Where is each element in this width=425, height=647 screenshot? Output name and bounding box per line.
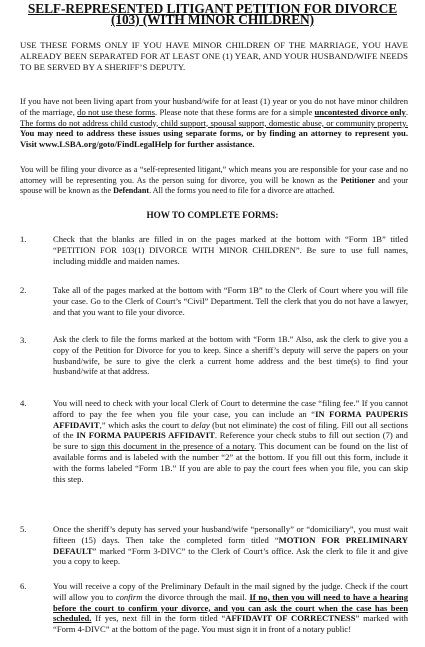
item-text: [53, 581, 408, 635]
eligibility-text: . Please note that these forms are for a simple: [155, 106, 315, 117]
item-number: 1.: [20, 234, 27, 244]
item-text-run: ,” which asks the court to: [99, 419, 192, 430]
defendant-term: Defendant: [113, 186, 150, 196]
item-text: Ask the clerk to file the forms marked at the bottom with “Form 1B.” Also, ask the clerk to give you a copy of the Petition for Divorce for you to keep. Since a sheriff’s deputy will serve the papers on your husband/wife, be sure to give the clerk a current home address and the best time(s) to find your husband/wife at that address.: [53, 335, 408, 377]
eligibility-text: .: [405, 106, 408, 117]
petitioner-term: Petitioner: [340, 175, 375, 185]
item-number: 2.: [20, 285, 27, 295]
confirm-term: confirm: [115, 591, 143, 602]
item-number: 4.: [20, 398, 27, 408]
item-number: 6.: [20, 581, 27, 591]
item-text: Check that the blanks are filled in on the pages marked at the bottom with “Form 1B” titled “PETITION FOR 103(1) DIVORCE WITH MINOR CHILDREN”. Be sure to use full names, including middle and maiden names.: [53, 234, 408, 266]
eligibility-text: If you have not been living apart from your husband/wife for at least (1) year or you do not have minor children of the marriage,: [20, 96, 408, 117]
item-text-run: If yes, next fill in the form titled “: [91, 613, 226, 624]
self-represented-text: . All the forms you need to file for a divorce are attached.: [149, 186, 335, 196]
uncontested-divorce-text: uncontested divorce only: [314, 106, 406, 117]
item-text-run: Once the sheriff’s deputy has served your husband/wife “personally” or “domiciliary”, you must wait fifteen (15) days. Then take the completed form titled “: [53, 524, 408, 545]
delay-term: delay: [191, 419, 210, 430]
in-forma-pauperis-term: IN FORMA PAUPERIS AFFIDAVIT: [53, 408, 408, 430]
item-text: [53, 524, 408, 567]
document-title-line-1: SELF-REPRESENTED LITIGANT PETITION FOR DIVORCE: [27, 1, 398, 16]
self-represented-text: You will be filing your divorce as a “self-represented litigant,” which means you are responsible for your case and no attorney will be representing you. As the person suing for divorce, you will be known as the: [20, 165, 408, 185]
item-text-run: You will receive a copy of the Preliminary Default in the mail signed by the judge. Check if the court will allow you to: [53, 581, 408, 602]
do-not-use-text: do not use these forms: [77, 106, 156, 117]
forms-scope-text: The forms do not address child custody, child support, spousal support, domestic abuse, or community property.: [20, 117, 408, 128]
item-text: Take all of the pages marked at the bottom with “Form 1B” to the Clerk of Court where you will file your case. Go to the Clerk of Court’s “Civil” Department. Tell the clerk that you do not have a lawyer, and that you want to file your divorce.: [53, 285, 408, 317]
item-text-run: the divorce through the mail.: [142, 591, 250, 602]
item-number: 5.: [20, 524, 27, 534]
notary-instruction: sign this document in the presence of a notary: [90, 441, 255, 452]
self-represented-text: and your spouse will be known as the: [20, 175, 408, 196]
how-to-complete-heading: HOW TO COMPLETE FORMS:: [146, 210, 279, 220]
self-represented-paragraph: [20, 165, 408, 197]
item-text-run: . This document can be found on the list of available forms and is labeled with the number “2” at the bottom. If you fill out this form, include it with the forms labeled “Form 1B.” If you are able to pay the court fees when you file, you can skip this step.: [53, 441, 408, 484]
motion-preliminary-default-term: MOTION FOR PRELIMINARY DEFAULT: [53, 534, 408, 556]
affidavit-of-correctness-term: AFFIDAVIT OF CORRECTNESS: [225, 613, 356, 624]
item-text-run: You will need to check with your local Clerk of Court to determine the case “filing fee.” If you cannot afford to pay the fee when you file your case, you can include an “: [53, 398, 408, 419]
item-text-run: (but not eliminate) the cost of filing. Fill out all sections of the: [53, 419, 409, 441]
hearing-instruction: If no, then you will need to have a hearing before the court to confirm your divorce, and you can ask the court when the case has been scheduled.: [53, 591, 408, 624]
in-forma-pauperis-term: IN FORMA PAUPERIS AFFIDAVIT: [76, 430, 215, 441]
document-title-line-2: (103) (WITH MINOR CHILDREN): [111, 12, 314, 27]
item-text-run: ” marked with “Form 4-DIVC” at the bottom of the page. You must sign it in front of a notary public!: [53, 613, 408, 635]
intro-warning-paragraph: USE THESE FORMS ONLY IF YOU HAVE MINOR CHILDREN OF THE MARRIAGE, YOU HAVE ALREADY BEEN SEPARATED FOR AT LEAST ONE (1) YEAR, AND YOUR HUSBAND/WIFE NEEDS TO BE SERVED BY A SHERIFF’S DEPUTY.: [20, 40, 408, 72]
legal-help-text: You may need to address these issues using separate forms, or by finding an attorney to represent you. Visit www.LSBA.org/goto/FindLegalHelp for further assistance.: [20, 128, 408, 150]
eligibility-paragraph: [20, 96, 408, 150]
item-text-run: ” marked “Form 3-DIVC” to the Clerk of Court’s office. Ask the clerk to file it and give you a copy to keep.: [53, 545, 408, 567]
item-number: 3.: [20, 335, 27, 345]
item-text: [53, 398, 408, 484]
item-text-run: . Reference your check stubs to fill out section (7) and be sure to: [53, 430, 408, 452]
